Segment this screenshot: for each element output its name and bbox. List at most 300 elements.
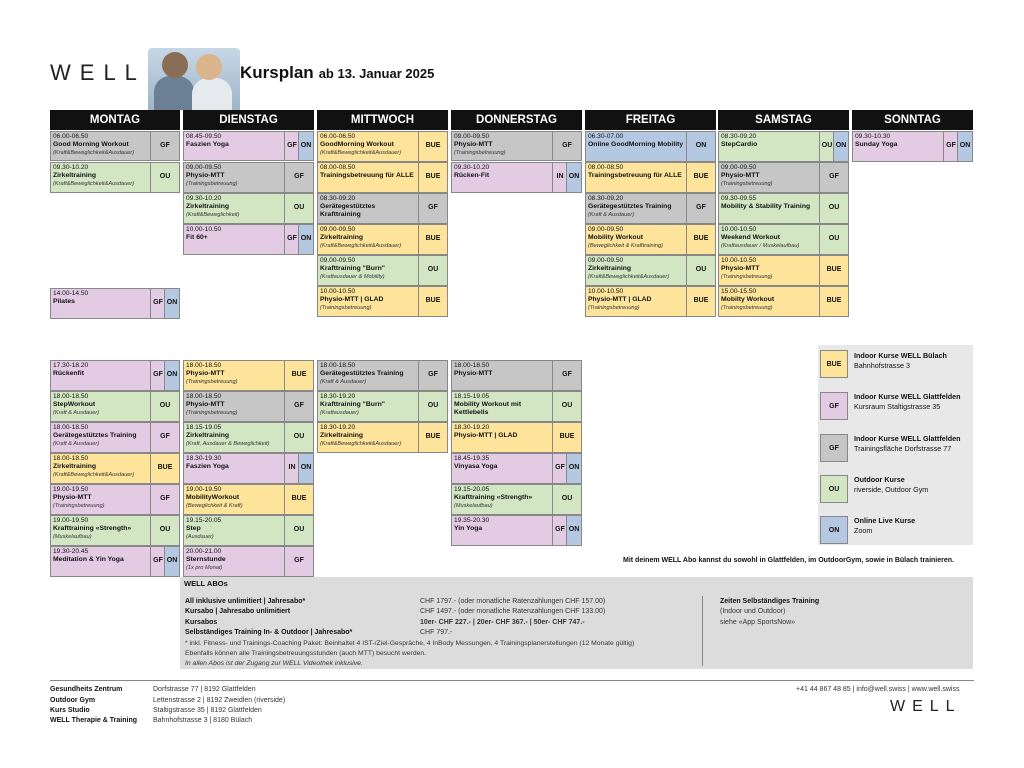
- location-code: GF: [552, 454, 567, 483]
- course-cell: [50, 515, 180, 546]
- legend-title: Online Live Kurse: [854, 516, 916, 525]
- course-name: GoodMorning Workout: [320, 141, 394, 149]
- course-cell: [585, 131, 716, 162]
- course-note: (Kraft&Beweglichkeit): [186, 212, 240, 219]
- location-code: GF: [284, 392, 313, 421]
- course-cell: [852, 131, 973, 162]
- day-header-monday: MONTAG: [50, 110, 180, 130]
- course-time: 10.00-10.50: [186, 226, 222, 233]
- course-note: (Muskelaufbau): [454, 503, 493, 510]
- course-note: (Kraftausdauer): [320, 410, 359, 417]
- course-time: 19.30-20.45: [53, 548, 89, 555]
- course-cell: [183, 484, 314, 515]
- location-code: GF: [150, 361, 165, 390]
- abo-footnote: * inkl. Fitness- und Trainings-Coaching Paket: Beinhaltet 4 IST-/Ziel-Gespräche, 4 InBody Messungen, 4 Trainingsplanerstellungen (12 Monate gültig): [185, 640, 635, 647]
- legend-title: Indoor Kurse WELL Glattfelden: [854, 434, 961, 443]
- course-time: 08.30-09.20: [320, 195, 356, 202]
- course-time: 18.00-18.50: [53, 455, 89, 462]
- course-name: Pilates: [53, 298, 75, 306]
- course-cell: [585, 162, 716, 193]
- course-cell: [451, 162, 582, 193]
- course-time: 18.15-19.05: [454, 393, 490, 400]
- course-cell: [183, 422, 314, 453]
- course-time: 19.15-20.05: [186, 517, 222, 524]
- course-time: 17.30-18.20: [53, 362, 89, 369]
- course-name: Yin Yoga: [454, 525, 483, 533]
- course-cell: [317, 224, 448, 255]
- course-cell: [451, 484, 582, 515]
- course-cell: [183, 360, 314, 391]
- course-time: 10.00-10.50: [588, 288, 624, 295]
- course-name: Sunday Yoga: [855, 141, 898, 149]
- location-code: GF: [418, 361, 447, 390]
- course-name: Krafttraining «Strength»: [454, 494, 533, 502]
- course-time: 15.00-15.50: [721, 288, 757, 295]
- course-name: MobilityWorkout: [186, 494, 240, 502]
- online-code: ON: [298, 454, 313, 483]
- course-time: 09.30-10.30: [855, 133, 891, 140]
- course-time: 18.30-19.20: [454, 424, 490, 431]
- course-time: 10.00-10.50: [721, 226, 757, 233]
- course-cell: [183, 515, 314, 546]
- online-code: ON: [164, 289, 179, 318]
- course-note: (Kraft&Beweglichkeit&Ausdauer): [53, 472, 135, 479]
- course-cell: [50, 391, 180, 422]
- abo-label: All inklusive unlimitiert | Jahresabo*: [185, 598, 306, 605]
- location-code: GF: [284, 547, 313, 576]
- course-time: 08.30-09.20: [721, 133, 757, 140]
- course-note: (Trainingsbetreuung): [186, 181, 238, 188]
- location-code: ON: [686, 132, 715, 161]
- course-name: Faszien Yoga: [186, 141, 229, 149]
- course-note: (Trainingsbetreuung): [721, 274, 773, 281]
- legend-item-gf-kursraum: [854, 392, 961, 412]
- page-title: [240, 63, 434, 83]
- online-code: ON: [833, 132, 848, 161]
- course-name: Mobility & Stability Training: [721, 203, 811, 211]
- course-time: 10.00-10.50: [320, 288, 356, 295]
- abo-footnote: Ebenfalls können alle Trainingsbetreuungsstunden (auch MTT) besucht werden.: [185, 650, 427, 657]
- location-code: BUE: [418, 132, 447, 161]
- day-header-saturday: SAMSTAG: [718, 110, 849, 130]
- course-name: Physio-MTT | GLAD: [320, 296, 384, 304]
- course-time: 09.30-10.20: [53, 164, 89, 171]
- legend-desc: Kursraum Staltigstrasse 35: [854, 402, 941, 411]
- location-code: GF: [150, 547, 165, 576]
- location-code: OU: [819, 194, 848, 223]
- course-note: (Trainingsbetreuung): [320, 305, 372, 312]
- self-training-sub: (Indoor und Outdoor): [720, 608, 786, 615]
- location-code: BUE: [418, 287, 447, 316]
- abo-label: Kursabo | Jahresabo unlimitiert: [185, 608, 291, 615]
- course-name: Zirkeltraining: [588, 265, 632, 273]
- location-code: BUE: [418, 163, 447, 192]
- course-note: (Trainingsbetreuung): [721, 305, 773, 312]
- location-code: BUE: [686, 163, 715, 192]
- course-cell: [50, 453, 180, 484]
- location-code: BUE: [686, 225, 715, 254]
- course-cell: [317, 391, 448, 422]
- location-code: GF: [150, 485, 179, 514]
- location-code: GF: [686, 194, 715, 223]
- day-header-friday: FREITAG: [585, 110, 716, 130]
- course-name: Physio-MTT: [186, 401, 225, 409]
- course-time: 18.30-19.20: [320, 393, 356, 400]
- course-cell: [451, 360, 582, 391]
- day-header-thursday: DONNERSTAG: [451, 110, 582, 130]
- course-cell: [183, 131, 314, 161]
- legend-box-online: ON: [820, 516, 848, 544]
- course-note: (Beweglichkeit & Krafttraining): [588, 243, 663, 250]
- course-time: 19.00-19.50: [53, 486, 89, 493]
- course-time: 18.30-19.20: [320, 424, 356, 431]
- legend-box-gf-flaeche: GF: [820, 434, 848, 462]
- location-code: BUE: [150, 454, 179, 483]
- legend-desc: Zoom: [854, 526, 873, 535]
- course-time: 09.00-09.50: [320, 257, 356, 264]
- course-name: Good Morning Workout: [53, 141, 129, 149]
- day-header-tuesday: DIENSTAG: [183, 110, 314, 130]
- course-time: 18.45-19.35: [454, 455, 490, 462]
- course-time: 08.00-08.50: [588, 164, 624, 171]
- course-time: 10.00-10.50: [721, 257, 757, 264]
- course-cell: [718, 286, 849, 317]
- course-note: (Kraft & Ausdauer): [53, 441, 100, 448]
- course-cell: [718, 224, 849, 255]
- course-cell: [317, 193, 448, 224]
- course-time: 09.00-09.50: [320, 226, 356, 233]
- course-note: (Kraft & Ausdauer): [53, 410, 100, 417]
- legend-title: Indoor Kurse WELL Glattfelden: [854, 392, 961, 401]
- location-code: GF: [150, 289, 165, 318]
- course-note: (Kraft & Ausdauer): [320, 379, 367, 386]
- course-cell: [50, 288, 180, 319]
- self-training-link[interactable]: siehe «App SportsNow»: [720, 619, 796, 626]
- header-photo: [148, 48, 240, 110]
- course-cell: [317, 255, 448, 286]
- course-cell: [183, 453, 314, 484]
- location-code: OU: [284, 423, 313, 452]
- location-code: OU: [150, 516, 179, 545]
- course-name: StepWorkout: [53, 401, 96, 409]
- course-cell: [183, 224, 314, 255]
- course-cell: [183, 162, 314, 193]
- course-time: 20.00-21.00: [186, 548, 222, 555]
- course-time: 18.00-18.50: [454, 362, 490, 369]
- course-cell: [183, 193, 314, 224]
- online-code: ON: [566, 454, 581, 483]
- course-time: 09.30-10.20: [454, 164, 490, 171]
- legend-desc: riverside, Outdoor Gym: [854, 485, 929, 494]
- course-note: (Trainingsbetreuung): [721, 181, 773, 188]
- footer-contact[interactable]: +41 44 867 48 85 | info@well.swiss | www.well.swiss: [796, 686, 960, 693]
- course-cell: [585, 255, 716, 286]
- online-code: ON: [298, 225, 313, 254]
- footer-location-name: Kurs Studio: [50, 707, 90, 714]
- self-training-title: Zeiten Selbständiges Training: [720, 598, 820, 605]
- course-note: (Kraft&Beweglichkeit&Ausdauer): [53, 181, 135, 188]
- course-name: Physio-MTT: [454, 141, 493, 149]
- location-code: GF: [943, 132, 958, 161]
- course-time: 18.15-19.05: [186, 424, 222, 431]
- course-time: 09.30-10.20: [186, 195, 222, 202]
- location-code: OU: [418, 256, 447, 285]
- course-name: Physio-MTT: [721, 172, 760, 180]
- location-code: OU: [819, 225, 848, 254]
- location-code: OU: [150, 392, 179, 421]
- location-code: BUE: [284, 361, 313, 390]
- course-name: Fit 60+: [186, 234, 208, 242]
- legend-box-outdoor: OU: [820, 475, 848, 503]
- course-name: Physio-MTT: [454, 370, 493, 378]
- abo-price: CHF 1797.- (oder monatliche Ratenzahlungen CHF 157.00): [420, 598, 606, 605]
- course-time: 08.45-09.50: [186, 133, 222, 140]
- abo-title: WELL ABOs: [184, 579, 228, 588]
- course-cell: [451, 422, 582, 453]
- location-code: GF: [418, 194, 447, 223]
- course-note: (Kraftausdauer / Muskelaufbau): [721, 243, 800, 250]
- course-note: (Trainingsbetreuung): [186, 379, 238, 386]
- footer-well-logo: WELL: [890, 698, 962, 715]
- course-name: Online GoodMorning Mobility: [588, 141, 684, 149]
- course-cell: [50, 360, 180, 391]
- course-name: Mobility Workout mit Kettlebells: [454, 401, 522, 417]
- course-note: (Kraft&Beweglichkeit&Ausdauer): [320, 243, 402, 250]
- location-code: OU: [418, 392, 447, 421]
- course-note: (Kraft&Beweglichkeit&Ausdauer): [588, 274, 670, 281]
- course-name: Mobilty Workout: [721, 296, 775, 304]
- course-cell: [718, 131, 849, 162]
- course-time: 18.00-18.50: [186, 393, 222, 400]
- footer-location-name: WELL Therapie & Training: [50, 717, 137, 724]
- course-time: 14.00-14.50: [53, 290, 89, 297]
- course-cell: [317, 286, 448, 317]
- course-time: 08.00-08.50: [320, 164, 356, 171]
- course-cell: [317, 131, 448, 162]
- course-name: Physio-MTT: [186, 172, 225, 180]
- course-name: Krafttraining «Strength»: [53, 525, 132, 533]
- course-cell: [50, 422, 180, 453]
- course-time: 19.00-19.50: [186, 486, 222, 493]
- abo-price: CHF 1497.- (oder monatliche Ratenzahlungen CHF 133.00): [420, 608, 606, 615]
- location-code: BUE: [418, 423, 447, 452]
- course-cell: [50, 162, 180, 193]
- course-cell: [317, 360, 448, 391]
- course-note: (Trainingsbetreuung): [588, 305, 640, 312]
- online-code: ON: [164, 361, 179, 390]
- location-code: BUE: [686, 287, 715, 316]
- footer-location-address: Dorfstrasse 77 | 8192 Glattfelden: [153, 686, 256, 693]
- well-logo: WELL: [50, 60, 146, 85]
- course-name: Trainingsbetreuung für ALLE: [320, 172, 414, 180]
- abo-divider: [702, 596, 703, 666]
- course-note: (Beweglichkeit & Kraft): [186, 503, 243, 510]
- course-name: Gerätegestütztes Training: [53, 432, 137, 440]
- course-cell: [50, 546, 180, 577]
- location-code: BUE: [552, 423, 581, 452]
- course-cell: [317, 422, 448, 453]
- course-name: Gerätegestütztes Training: [320, 370, 404, 378]
- abo-note: Mit deinem WELL Abo kannst du sowohl in Glattfelden, im OutdoorGym, sowie in Bülach trainieren.: [623, 557, 954, 564]
- course-time: 19.15-20.05: [454, 486, 490, 493]
- day-header-sunday: SONNTAG: [852, 110, 973, 130]
- location-code: BUE: [819, 287, 848, 316]
- location-code: GF: [284, 132, 299, 160]
- legend-item-outdoor: [854, 475, 928, 495]
- course-name: Physio-MTT: [721, 265, 760, 273]
- location-code: GF: [552, 361, 581, 390]
- location-code: OU: [150, 163, 179, 192]
- course-cell: [718, 193, 849, 224]
- course-name: Zirkeltraining: [53, 463, 97, 471]
- title-text: Kursplan: [240, 63, 314, 82]
- course-cell: [451, 131, 582, 161]
- course-note: (Kraftausdauer & Mobility): [320, 274, 385, 281]
- course-name: Zirkeltraining: [320, 234, 364, 242]
- course-time: 08.30-09.20: [588, 195, 624, 202]
- course-name: Zirkeltraining: [320, 432, 364, 440]
- abo-price: CHF 797.-: [420, 629, 453, 636]
- legend-item-bue: [854, 351, 947, 371]
- location-code: IN: [284, 454, 299, 483]
- course-name: Physio-MTT | GLAD: [454, 432, 518, 440]
- online-code: ON: [566, 516, 581, 545]
- course-note: (Kraft&Beweglichkeit&Ausdauer): [320, 441, 402, 448]
- location-code: GF: [284, 163, 313, 192]
- abo-footnote: In allen Abos ist der Zugang zur WELL Videothek inklusive.: [185, 660, 363, 667]
- day-header-wednesday: MITTWOCH: [317, 110, 448, 130]
- course-cell: [718, 255, 849, 286]
- footer-location-address: Lettenstrasse 2 | 8192 Zweidlen (riverside): [153, 697, 286, 704]
- title-date: ab 13. Januar 2025: [318, 66, 435, 81]
- course-time: 18.00-18.50: [186, 362, 222, 369]
- course-note: (Muskelaufbau): [53, 534, 92, 541]
- legend-desc: Bahnhofstrasse 3: [854, 361, 910, 370]
- location-code: OU: [284, 194, 313, 223]
- legend-title: Outdoor Kurse: [854, 475, 905, 484]
- legend-item-gf-flaeche: [854, 434, 961, 454]
- location-code: OU: [552, 392, 581, 421]
- location-code: OU: [552, 485, 581, 514]
- online-code: ON: [164, 547, 179, 576]
- legend-desc: Trainingsfläche Dorfstrasse 77: [854, 444, 952, 453]
- course-cell: [585, 286, 716, 317]
- course-time: 18.00-18.50: [53, 393, 89, 400]
- course-time: 09.00-09.50: [721, 164, 757, 171]
- course-note: (Ausdauer): [186, 534, 214, 541]
- course-time: 06.00-06.50: [53, 133, 89, 140]
- course-cell: [585, 224, 716, 255]
- course-time: 09.00-09.50: [454, 133, 490, 140]
- course-name: Zirkeltraining: [186, 203, 230, 211]
- course-cell: [718, 162, 849, 193]
- location-code: GF: [552, 516, 567, 545]
- course-name: Weekend Workout: [721, 234, 781, 242]
- abo-label: Selbständiges Training In- & Outdoor | Jahresabo*: [185, 629, 353, 636]
- course-time: 09.00-09.50: [588, 226, 624, 233]
- location-code: IN: [552, 163, 567, 192]
- location-code: OU: [686, 256, 715, 285]
- legend-title: Indoor Kurse WELL Bülach: [854, 351, 947, 360]
- legend-box-bue: BUE: [820, 350, 848, 378]
- footer-divider: [50, 680, 974, 681]
- location-code: GF: [284, 225, 299, 254]
- course-time: 18.30-19.30: [186, 455, 222, 462]
- course-name: Meditation & Yin Yoga: [53, 556, 124, 564]
- course-name: Krafttraining "Burn": [320, 401, 385, 409]
- course-time: 09.30-09.55: [721, 195, 757, 202]
- abo-price: 10er- CHF 227.- | 20er- CHF 367.- | 50er- CHF 747.-: [420, 619, 585, 626]
- course-name: Gerätegestütztes Training: [588, 203, 672, 211]
- course-name: Rückenfit: [53, 370, 84, 378]
- course-name: Krafttraining "Burn": [320, 265, 385, 273]
- online-code: ON: [566, 163, 581, 192]
- legend-box-gf-kursraum: GF: [820, 392, 848, 420]
- course-name: Zirkeltraining: [186, 432, 230, 440]
- course-note: (Trainingsbetreuung): [53, 503, 105, 510]
- course-note: (Kraft&Beweglichkeit&Ausdauer): [53, 150, 135, 157]
- online-code: ON: [298, 132, 313, 160]
- course-note: (Kraft&Beweglichkeit&Ausdauer): [320, 150, 402, 157]
- course-name: Step: [186, 525, 201, 533]
- course-name: Zirkeltraining: [53, 172, 97, 180]
- course-note: (Kraft & Ausdauer): [588, 212, 635, 219]
- course-name: Mobility Workout: [588, 234, 643, 242]
- course-time: 06.00-06.50: [320, 133, 356, 140]
- course-cell: [183, 546, 314, 577]
- location-code: GF: [552, 132, 581, 160]
- online-code: ON: [957, 132, 972, 161]
- course-cell: [451, 515, 582, 546]
- course-cell: [50, 484, 180, 515]
- course-time: 06.30-07.00: [588, 133, 624, 140]
- course-note: (Trainingsbetreuung): [186, 410, 238, 417]
- location-code: BUE: [284, 485, 313, 514]
- course-name: Trainingsbetreuung für ALLE: [588, 172, 682, 180]
- course-name: Rücken-Fit: [454, 172, 490, 180]
- course-cell: [317, 162, 448, 193]
- legend-item-online: [854, 516, 915, 536]
- course-cell: [451, 391, 582, 422]
- course-cell: [183, 391, 314, 422]
- footer-location-name: Outdoor Gym: [50, 697, 96, 704]
- footer-location-address: Staltigstrasse 35 | 8192 Glattfelden: [153, 707, 262, 714]
- course-time: 19.35-20.30: [454, 517, 490, 524]
- course-note: (1x pro Monat): [186, 565, 223, 572]
- course-name: Faszien Yoga: [186, 463, 229, 471]
- course-time: 19.00-19.50: [53, 517, 89, 524]
- course-note: (Kraft, Ausdauer & Beweglichkeit): [186, 441, 270, 448]
- location-code: GF: [819, 163, 848, 192]
- course-name: Vinyasa Yoga: [454, 463, 498, 471]
- course-cell: [50, 131, 180, 161]
- location-code: GF: [150, 423, 179, 452]
- course-name: Physio-MTT: [186, 370, 225, 378]
- course-name: Physio-MTT | GLAD: [588, 296, 652, 304]
- footer-location-name: Gesundheits Zentrum: [50, 686, 123, 693]
- course-note: (Trainingsbetreuung): [454, 150, 506, 157]
- abo-label: Kursabos: [185, 619, 218, 626]
- course-name: Physio-MTT: [53, 494, 92, 502]
- course-time: 09.00-09.50: [588, 257, 624, 264]
- location-code: OU: [819, 132, 834, 161]
- course-time: 09.00-09.50: [186, 164, 222, 171]
- location-code: BUE: [819, 256, 848, 285]
- course-name: StepCardio: [721, 141, 758, 149]
- course-time: 18.00-18.50: [53, 424, 89, 431]
- footer-location-address: Bahnhofstrasse 3 | 8180 Bülach: [153, 717, 253, 724]
- course-time: 18.00-18.50: [320, 362, 356, 369]
